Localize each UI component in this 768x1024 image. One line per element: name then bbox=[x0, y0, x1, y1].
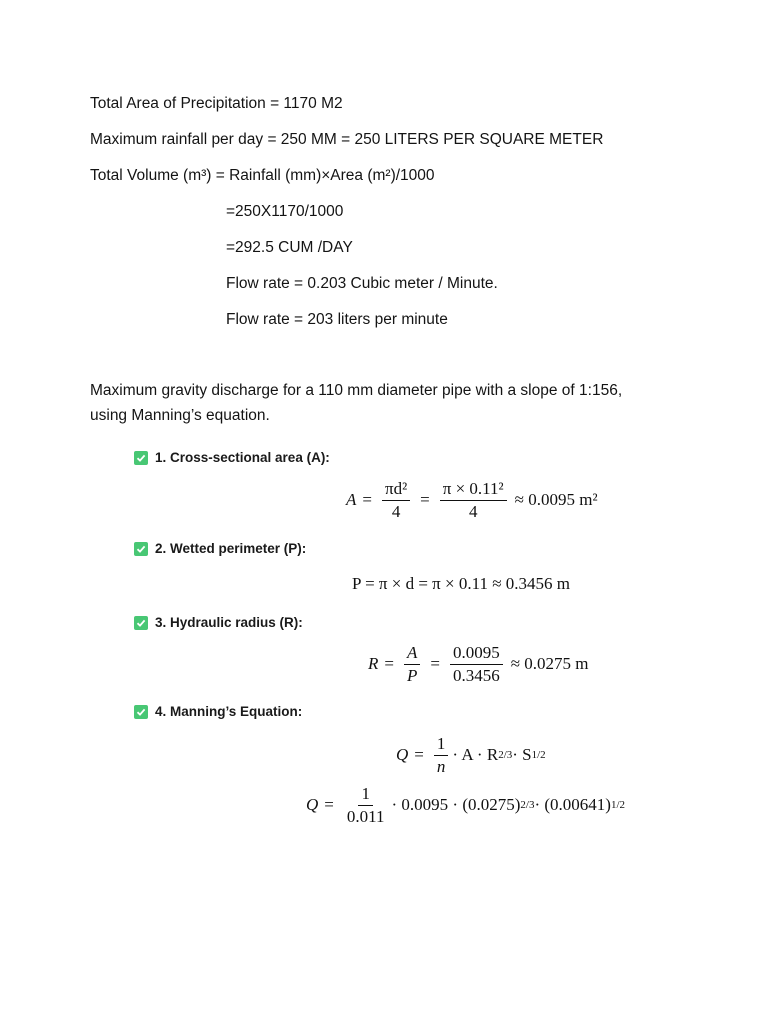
step-label: 4. Manning’s Equation: bbox=[155, 704, 303, 719]
step-hydraulic-radius bbox=[134, 615, 303, 630]
fraction: $\frac{A}{P}$ bbox=[404, 644, 420, 685]
check-icon bbox=[134, 542, 148, 556]
discharge-intro-line-1: Maximum gravity discharge for a 110 mm diameter pipe with a slope of 1:156, bbox=[90, 382, 623, 399]
perimeter-equation: P = π × d = π × 0.11 ≈ 0.3456 m bbox=[352, 574, 571, 593]
eq-lhs: A bbox=[346, 490, 357, 510]
flow-rate-cubic-line: Flow rate = 0.203 Cubic meter / Minute. bbox=[226, 275, 498, 292]
eq-lhs: Q bbox=[306, 795, 319, 815]
check-icon bbox=[134, 451, 148, 465]
rainfall-line: Maximum rainfall per day = 250 MM = 250 LITERS PER SQUARE METER bbox=[90, 131, 604, 148]
fraction: $\frac{1}{n}$ bbox=[434, 735, 449, 776]
volume-result-line: =292.5 CUM /DAY bbox=[226, 239, 353, 256]
discharge-intro-line-2: using Manning’s equation. bbox=[90, 407, 270, 424]
step-wetted-perimeter bbox=[134, 541, 306, 556]
check-icon bbox=[134, 705, 148, 719]
fraction: $\frac{0.0095}{0.3456}$ bbox=[450, 644, 503, 685]
step-cross-sectional-area bbox=[134, 450, 330, 465]
manning-general-equation: Q = $\frac{1}{n}$ · A · R 2/3 · S 1/2 bbox=[396, 734, 546, 776]
total-area-line: Total Area of Precipitation = 1170 M2 bbox=[90, 95, 343, 112]
step-label: 2. Wetted perimeter (P): bbox=[155, 541, 307, 556]
fraction: $\frac{1}{0.011}$ bbox=[346, 784, 385, 826]
eq-lhs: Q bbox=[396, 745, 409, 765]
check-icon bbox=[134, 616, 148, 630]
step-label: 1. Cross-sectional area (A): bbox=[155, 450, 330, 465]
radius-equation: R = $\frac{A}{P}$ = $\frac{0.0095}{0.3456}$ ≈ 0.0275 m bbox=[368, 643, 589, 685]
manning-values-equation: Q = $\frac{1}{0.011}$ · 0.0095 · (0.0275) 2/3 · (0.00641) 1/2 bbox=[306, 784, 626, 826]
eq-result: ≈ 0.0095 m² bbox=[514, 490, 598, 510]
eq-lhs: R bbox=[368, 654, 379, 674]
volume-calc-line: =250X1170/1000 bbox=[226, 203, 344, 220]
eq-result: ≈ 0.0275 m bbox=[510, 654, 589, 674]
area-equation: A = $\frac{\text{πd²}}{4}$ = $\frac{\text{π × 0.11²}}{4}$ ≈ 0.0095 m² bbox=[346, 479, 598, 521]
volume-formula-line: Total Volume (m³) = Rainfall (mm)×Area (m²)/1000 bbox=[90, 167, 435, 184]
flow-rate-liters-line: Flow rate = 203 liters per minute bbox=[226, 311, 448, 328]
step-mannings-equation bbox=[134, 704, 302, 719]
fraction: $\frac{\text{π × 0.11²}}{4}$ bbox=[440, 480, 507, 521]
step-label: 3. Hydraulic radius (R): bbox=[155, 615, 303, 630]
fraction: $\frac{\text{πd²}}{4}$ bbox=[382, 480, 410, 521]
